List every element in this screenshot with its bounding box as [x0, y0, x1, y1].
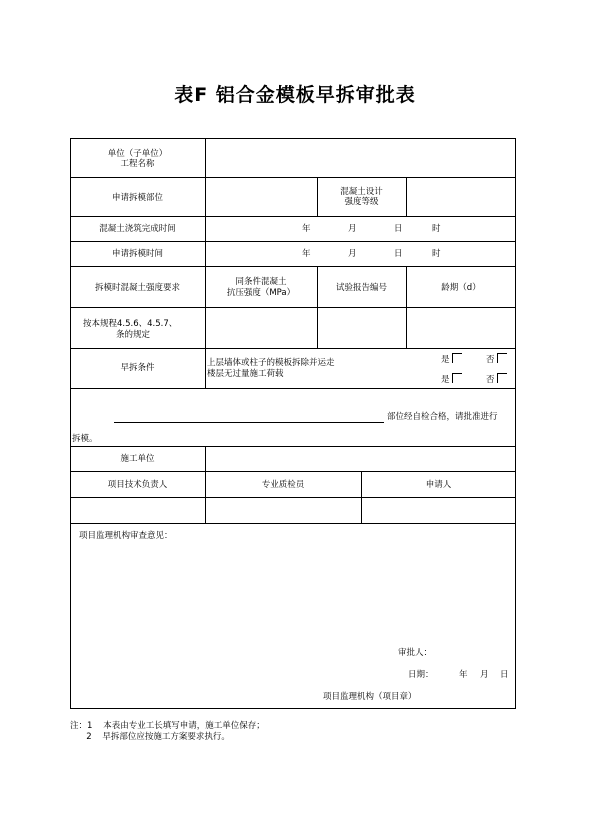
tech-lead-label: 项目技术负责人: [107, 480, 168, 490]
design-grade-line2: 强度等级: [344, 197, 379, 207]
cond1-yes[interactable]: [441, 353, 462, 365]
apply-year: 年: [302, 249, 311, 259]
apply-time-label: 申请拆模时间: [111, 249, 163, 259]
qc-label: 专业质检员: [261, 480, 305, 490]
date-label: 日期：: [408, 670, 434, 680]
row-divider: [70, 497, 516, 498]
age-label: 龄期（d）: [441, 283, 481, 293]
checkbox-icon[interactable]: [497, 353, 507, 363]
date-year: 年: [459, 670, 468, 680]
checkbox-icon[interactable]: [452, 353, 462, 363]
pour-time-label: 混凝土浇筑完成时间: [99, 224, 176, 234]
apply-month: 月: [348, 249, 357, 259]
note-line-2: 2 早拆部位应按施工方案要求执行。: [70, 732, 230, 742]
checkbox-icon[interactable]: [497, 373, 507, 383]
condition-2: 楼层无过量施工荷载: [207, 369, 284, 379]
notes: [70, 721, 265, 743]
early-cond-label: 早拆条件: [120, 363, 155, 373]
unit-label-line1: 单位（子单位）: [107, 149, 168, 159]
test-report-label: 试验报告编号: [335, 283, 387, 293]
construction-unit-label: 施工单位: [120, 454, 155, 464]
row-divider: [70, 523, 516, 524]
apply-part-label: 申请拆模部位: [111, 193, 163, 203]
row-divider: [70, 471, 516, 472]
supervision-seal: 项目监理机构（项目章）: [323, 692, 417, 702]
condition-1: 上层墙体或柱子的模板拆除并运走: [207, 358, 335, 368]
cond1-no-label: 否: [486, 355, 495, 365]
apply-day: 日: [394, 249, 403, 259]
design-grade-line1: 混凝土设计: [340, 187, 383, 197]
cond2-yes[interactable]: [441, 373, 462, 385]
row-divider: [70, 241, 516, 242]
row-divider: [70, 177, 516, 178]
row-divider: [70, 446, 516, 447]
applicant-label: 申请人: [425, 480, 452, 490]
pour-day: 日: [394, 224, 403, 234]
date-month: 月: [480, 670, 489, 680]
date-day: 日: [500, 670, 509, 680]
pour-hour: 时: [432, 224, 441, 234]
col-divider: [317, 266, 318, 348]
same-cond-line2: 抗压强度（MPa）: [226, 288, 296, 298]
row-divider: [70, 348, 516, 349]
spec-line1: 按本规程4.5.6、4.5.7、: [83, 319, 178, 329]
pour-month: 月: [348, 224, 357, 234]
row-divider: [70, 266, 516, 267]
strength-req-label: 拆模时混凝土强度要求: [94, 283, 180, 293]
cond2-no-label: 否: [486, 375, 495, 385]
col-divider: [361, 471, 362, 523]
note-line-1: 注：1 本表由专业工长填写申请，施工单位保存；: [70, 721, 265, 731]
cond2-yes-label: 是: [441, 375, 450, 385]
same-cond-line1: 同条件混凝土: [235, 277, 287, 287]
cond1-yes-label: 是: [441, 355, 450, 365]
supervision-opinion-label: 项目监理机构审查意见：: [79, 531, 173, 541]
col-divider: [205, 138, 206, 216]
row-divider: [70, 307, 516, 308]
approver-label: 审批人：: [398, 648, 433, 658]
cond2-no[interactable]: [486, 373, 507, 385]
page-title: 表F 铝合金模板早拆审批表: [174, 84, 416, 106]
spec-line2: 条的规定: [116, 330, 151, 340]
pour-year: 年: [302, 224, 311, 234]
col-divider: [406, 177, 407, 216]
checkbox-icon[interactable]: [452, 373, 462, 383]
statement-end: 拆模。: [72, 434, 98, 444]
unit-label-line2: 工程名称: [120, 159, 155, 169]
col-divider: [205, 216, 206, 266]
row-divider: [70, 388, 516, 389]
statement-tail: 部位经自检合格，请批准进行: [387, 412, 498, 422]
col-divider: [406, 266, 407, 348]
part-blank-line[interactable]: [114, 422, 384, 423]
row-divider: [70, 216, 516, 217]
cond1-no[interactable]: [486, 353, 507, 365]
apply-hour: 时: [432, 249, 441, 259]
